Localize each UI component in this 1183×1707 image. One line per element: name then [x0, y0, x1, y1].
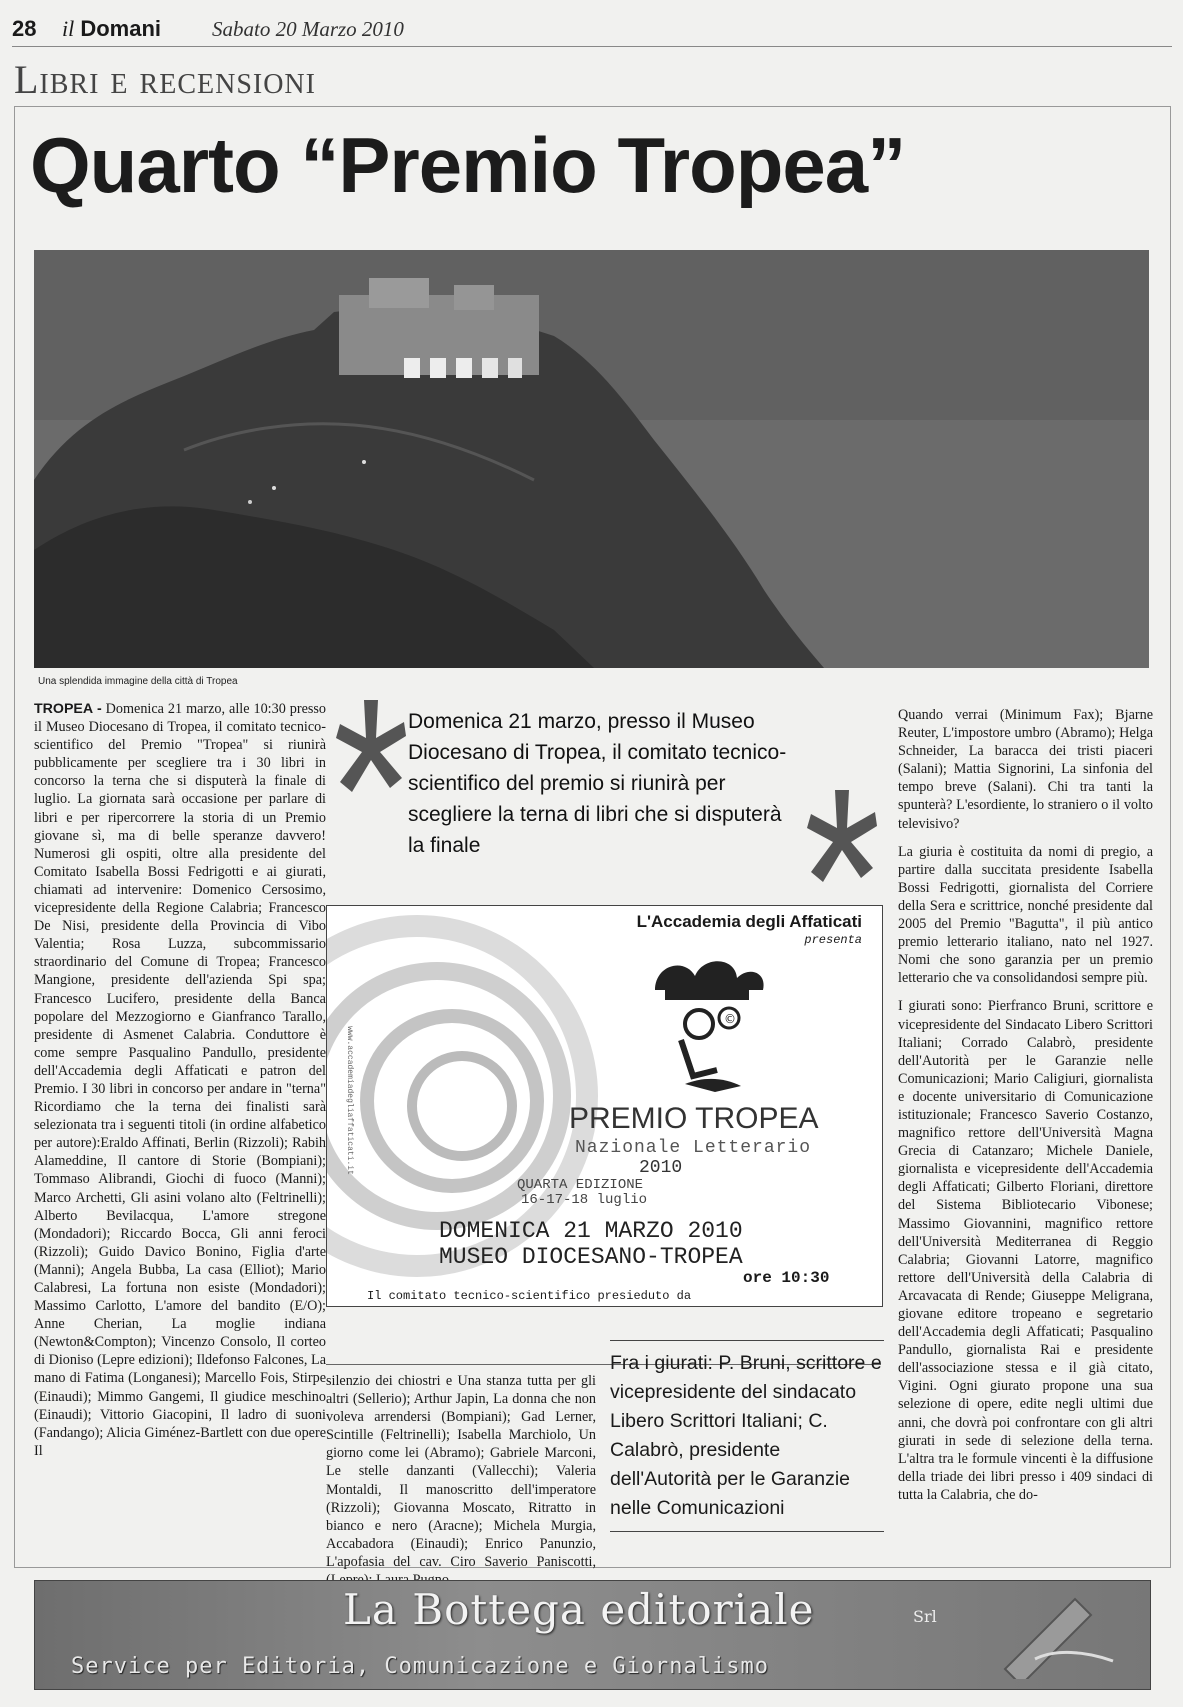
pen-icon	[995, 1589, 1125, 1679]
poster-dates: 16-17-18 luglio	[521, 1192, 648, 1208]
cliff-sanctuary-illustration	[34, 250, 1149, 668]
article-column-2: silenzio dei chiostri e Una stanza tutta per gli altri (Sellerio); Arthur Japin, La donna che non voleva arrendersi (Bompiani); Gad Lerner, Scintille (Feltrinelli); Isabella Marchiolo, Un giorno come lei (Abramo); Gabriele Marconi, Le stelle danzanti (Vallecchi); Valeria Montaldi, Il manoscritto dell'imperatore (Rizzoli); Giovanna Moscato, Ritratto in bianco e nero (Aracne); Michela Murgia, Accabadora (Einaudi); Enrico Panunzio, L'apofasia del cav. Ciro Saverio Paniscotti,	[326, 1373, 596, 1570]
asterisk-icon-right	[802, 790, 882, 900]
tropea-photo	[34, 250, 1149, 668]
ad-brand-suffix: Srl	[913, 1607, 937, 1626]
poet-face-logo-icon	[645, 946, 775, 1096]
poster-academy: L'Accademia degli Affaticati	[636, 912, 862, 931]
section-title: Libri e recensioni	[14, 57, 316, 102]
masthead-divider	[12, 46, 1172, 47]
advertisement-banner	[34, 1580, 1151, 1690]
newspaper-prefix: il	[62, 16, 75, 41]
article-paragraph: Quando verrai (Minimum Fax); Bjarne Reuter, L'impostore umbro (Abramo); Helga Schneider, La baracca dei tristi piaceri (Salani); Mattia Signorini, La sinfonia del tempo breve (Salani). Chi tra tanti la spunterà? L'esordiente, lo straniero o il volto televisivo?	[898, 707, 1153, 832]
poster-time: ore 10:30	[743, 1269, 830, 1287]
headline: Quarto “Premio Tropea”	[30, 121, 906, 209]
poster-subtitle: Nazionale Letterario	[575, 1138, 812, 1158]
poster-side-url: www.accademiadegliaffaticati.it	[344, 1026, 354, 1175]
newspaper-name	[62, 16, 161, 42]
poster-committee: Il comitato tecnico-scientifico presieduto da	[367, 1289, 692, 1303]
article-column-1	[34, 700, 326, 1460]
ad-brand: La Bottega editoriale	[343, 1585, 815, 1634]
ad-tagline: Service per Editoria, Comunicazione e Giornalismo	[71, 1654, 770, 1679]
article-column-3	[898, 706, 1153, 1514]
issue-date: Sabato 20 Marzo 2010	[212, 17, 404, 41]
poster-venue: MUSEO DIOCESANO-TROPEA	[439, 1244, 743, 1270]
article-text-col1: Domenica 21 marzo, alle 10:30 presso il Museo Diocesano di Tropea, il comitato tecnico-scientifico del Premio "Tropea" si riunirà pubblicamente per scegliere tra i 30 libri in concorso la terna che si disputerà la finale di luglio. La giornata sarà occasione per parlare di libri e per ripercorrere la storia di un Premio giovane sì, ma di belle speranze davvero! Numerosi gli ospiti, oltre alla presidente del Comitato Isabella Bossi Fedrigotti e ai giurati, chiamati ad intervenire: Domenico Cersosimo, vicepresidente della Regione Calabria; Francesco De Nisi, presidente della Provincia di Vibo Valentia; Rosa Luzza, subcommissario straordinario del Comune di Tropea; Francesco Mangione, presidente dell'azienda Spi spa; Francesco Lucifero, presidente della Banca popolare del Mezzogiorno e Gianfranco Tarallo, presidente di Asmenet Calabria. Conduttore è come sempre Pasqualino Pandullo, presidente dell'Accademia degli Affaticati e patron del Premio. I 30 libri in concorso per andare in "terna" Ricordiamo che la terna dei finalisti sarà selezionata tra i seguenti titoli (in ordine alfabetico per autore):Eraldo Affinati, Berlin (Rizzoli); Rabih Alameddine, Il cantore di Storie (Bompiani); Tommaso Alibrandi, Giochi di fuoco (Manni); Marco Archetti, Gli asini volano alto (Feltrinelli); Alberto Bevilacqua, L'amore stregone (Mondadori); Riccardo Bocca, Gli anni feroci (Rizzoli); Guido Davico Bonino, Figlia d'arte (Manni); Angela Bubba, La casa (Elliot); Mario Calabresi, La fortuna non esiste (Mondadori); Massimo Carlotto, L'amore del bandito (E/O); Anne Cherian, La moglie indiana (Newton&Compton); Vincenzo Consolo, Il corteo di Dioniso (Lepre edizioni); Ildefonso Falcones, La mano di Fatima (Longanesi); Marcello Fois, Stirpe (Einaudi); Mimmo Gangemi, Il giudice meschino (Einaudi); Vittorio Giacopini, Il ladro di suoni (Fandango); Alicia Giménez-Bartlett con due opere Il	[34, 701, 327, 1459]
poster-title: PREMIO TROPEA	[569, 1102, 819, 1135]
page-number: 28	[12, 16, 37, 41]
poster-year: 2010	[639, 1158, 683, 1178]
asterisk-icon-left	[336, 700, 406, 810]
pull-quote-1: Domenica 21 marzo, presso il Museo Diocesano di Tropea, il comitato tecnico-scientifico del premio si riunirà per scegliere la terna di libri che si disputerà la finale	[408, 710, 787, 857]
event-poster	[326, 905, 883, 1307]
poster-presents: presenta	[804, 933, 862, 947]
masthead	[12, 14, 1172, 44]
article-paragraph: La giuria è costituita da nomi di pregio, a partire dalla succitata presidente Isabella Bossi Fedrigotti, giornalista del Corriere della Sera e scrittrice, nonché presidente dal 2005 del Premio "Bagutta", il più antico premio letterario italiano, nato nel 1927. Nomi che sono garanzia per un premio letterario che va consolidandosi sempre più.	[898, 843, 1153, 987]
poster-edition: QUARTA EDIZIONE	[517, 1177, 644, 1193]
article-paragraph: I giurati sono: Pierfranco Bruni, scrittore e vicepresidente del Sindacato Libero Scrittori Italiani; Corrado Calabrò, presidente dell'Autorità per le Garanzie nelle Comunicazioni; Mario Caligiuri, giornalista e docente universitario di Comunicazione istituzionale; Francesco Saverio Costanzo, magnifico rettore dell'Università Magna Grecia di Catanzaro; Michele Daniele, giornalista e vicepresidente dell'Accademia degli Affaticati; Gilberto Floriani, direttore del Sistema Bibliotecario Vibonese; Massimo Giovannini, magnifico rettore dell'Università Mediterranea di Reggio Calabria; Giovanni Latorre, magnifico rettore dell'Università della Calabria di Arcavacata di Rende; Giuseppe Meligrana, giovane editore tropeano e segretario dell'Accademia degli Affaticati; Pasqualino Pandullo, giornalista Rai e presidente dell'associazione stessa e il già citato, Vigini. Ogni giurato propone una sua selezione di opere, edite negli ultimi due anni, che dovrà poi confrontare con gli altri giurati in sede di selezione della terna. L'altra tra le formule vincenti è la diffusione della triade dei libri presso i 409 sindaci di tutta la Calabria, che do-	[898, 998, 1153, 1503]
photo-caption: Una splendida immagine della città di Tropea	[38, 676, 238, 687]
poster-event-date: DOMENICA 21 MARZO 2010	[439, 1218, 743, 1244]
pull-quote-2: Fra i giurati: P. Bruni, scrittore e vicepresidente del sindacato Libero Scrittori Italiani; C. Calabrò, presidente dell'Autorità per le Garanzie nelle Comunicazioni	[610, 1340, 884, 1532]
dateline: TROPEA -	[34, 701, 102, 717]
newspaper-title: Domani	[80, 16, 162, 41]
svg-text:©: ©	[724, 1012, 736, 1026]
